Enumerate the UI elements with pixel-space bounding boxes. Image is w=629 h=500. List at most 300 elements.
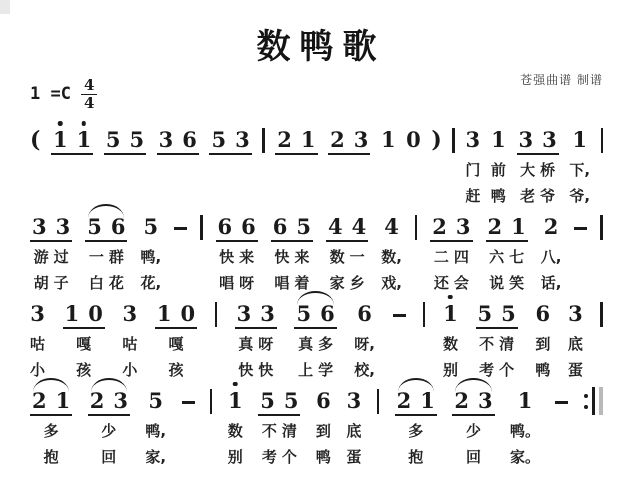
note-digit: 5 bbox=[105, 127, 121, 153]
note-area bbox=[271, 206, 313, 242]
note-area bbox=[104, 119, 146, 155]
lyric-verse2: 爷, bbox=[569, 187, 591, 206]
note-digit: 3 bbox=[260, 301, 275, 327]
note-digit: 1 bbox=[511, 214, 526, 240]
lyric-verse2: 别 bbox=[442, 361, 458, 380]
note-digit: 3 bbox=[113, 388, 128, 414]
note-area bbox=[294, 293, 336, 329]
beamed-note-group bbox=[235, 293, 277, 380]
note-group bbox=[271, 216, 313, 242]
note-group bbox=[85, 216, 127, 242]
dash-extension bbox=[182, 380, 195, 467]
beamed-note-group bbox=[275, 119, 317, 206]
beam-group bbox=[452, 390, 494, 416]
note-area bbox=[262, 119, 264, 155]
note-area bbox=[384, 206, 399, 242]
lyric-verse1: 鸭, bbox=[140, 248, 162, 267]
dash-extension bbox=[393, 293, 406, 380]
beamed-note-group bbox=[294, 293, 339, 380]
beam-group bbox=[209, 129, 251, 155]
time-signature-denominator: 4 bbox=[81, 94, 97, 112]
note-digit: 6 bbox=[357, 300, 372, 326]
note-area bbox=[601, 119, 603, 155]
barline bbox=[600, 206, 602, 293]
beamed-note-group bbox=[476, 293, 518, 380]
lyric-verse1: 快来 bbox=[219, 248, 260, 267]
beam-group bbox=[88, 390, 130, 416]
note bbox=[541, 206, 562, 293]
repeat-dots bbox=[584, 394, 588, 409]
lyric-verse1: 少 bbox=[465, 422, 481, 441]
lyric-verse2: 胡子 bbox=[33, 274, 74, 293]
note bbox=[354, 293, 375, 380]
time-signature-numerator: 4 bbox=[83, 76, 95, 95]
lyric-verse2: 唱呀 bbox=[219, 274, 260, 293]
note bbox=[510, 380, 540, 467]
note-digit: 3 bbox=[235, 127, 250, 153]
octave-dot bbox=[58, 121, 63, 126]
note-area bbox=[393, 293, 406, 329]
lyric-verse1: 真多 bbox=[298, 335, 339, 354]
beamed-note-group bbox=[155, 293, 197, 380]
note-digit: 2 bbox=[487, 214, 503, 240]
beam-group bbox=[30, 216, 72, 242]
note-digit: 1 bbox=[420, 388, 435, 414]
note-digit: 6 bbox=[320, 301, 335, 327]
beamed-note-group bbox=[157, 119, 199, 206]
note-area bbox=[30, 119, 40, 155]
lyric-verse1: 多 bbox=[408, 422, 424, 441]
key-label: 1 =C bbox=[30, 84, 71, 105]
note-digit: 4 bbox=[327, 214, 343, 240]
lyric-verse1: 少 bbox=[101, 422, 117, 441]
note-digit: 0 bbox=[88, 301, 103, 327]
note-area bbox=[174, 206, 187, 242]
note-digit: 3 bbox=[236, 301, 252, 327]
note-area bbox=[210, 380, 212, 416]
note-digit: 3 bbox=[55, 214, 71, 240]
note-area bbox=[157, 119, 199, 155]
beam-group bbox=[104, 129, 146, 155]
beam-group bbox=[85, 216, 127, 242]
barline bbox=[415, 206, 417, 293]
note-area bbox=[347, 380, 362, 416]
lyric-verse1: 嘎 bbox=[76, 335, 92, 354]
barline-stroke bbox=[215, 302, 217, 327]
note-area bbox=[30, 380, 72, 416]
lyric-verse2: 家乡 bbox=[329, 274, 370, 293]
lyric-verse2: 唱着 bbox=[274, 274, 315, 293]
lyric-verse2: 鸭 bbox=[490, 187, 506, 206]
octave-dot bbox=[82, 121, 87, 126]
note-digit: 1 bbox=[156, 301, 172, 327]
note-area bbox=[486, 206, 528, 242]
lyric-verse1: 底 bbox=[567, 335, 583, 354]
barline-stroke bbox=[415, 215, 417, 240]
barline bbox=[377, 380, 379, 467]
beam-group bbox=[63, 303, 105, 329]
note-area bbox=[215, 293, 217, 329]
note-group bbox=[258, 390, 300, 416]
note-area bbox=[430, 206, 472, 242]
note-area bbox=[209, 119, 251, 155]
lyric-verse1: 不清 bbox=[261, 422, 302, 441]
note-digit: 1 bbox=[64, 301, 80, 327]
music-system bbox=[30, 380, 603, 467]
barline bbox=[210, 380, 212, 467]
beamed-note-group bbox=[395, 380, 437, 467]
beam-group bbox=[275, 129, 317, 155]
beam-group bbox=[486, 216, 528, 242]
lyric-verse1: 数一 bbox=[329, 248, 370, 267]
note-digit: 3 bbox=[477, 388, 493, 414]
duration-dash bbox=[393, 314, 406, 318]
music-system bbox=[30, 206, 603, 293]
note bbox=[381, 206, 402, 293]
note-area bbox=[600, 206, 602, 242]
note bbox=[569, 119, 590, 206]
note-area bbox=[357, 293, 372, 329]
repeat-sign bbox=[584, 387, 603, 415]
note bbox=[443, 293, 458, 380]
note-digit: 4 bbox=[384, 213, 399, 239]
note bbox=[491, 119, 506, 206]
note-area bbox=[182, 380, 195, 416]
scan-artifact bbox=[0, 0, 10, 14]
note bbox=[30, 293, 45, 380]
repeat-dot bbox=[584, 405, 588, 409]
note-area bbox=[85, 206, 127, 242]
note-digit: 3 bbox=[346, 387, 362, 413]
lyric-verse1: 二四 bbox=[433, 248, 474, 267]
note-digit: 6 bbox=[535, 300, 551, 326]
note-digit: 1 bbox=[443, 303, 458, 329]
barline bbox=[200, 206, 202, 293]
beam-group bbox=[157, 129, 199, 155]
lyric-verse2: 老爷 bbox=[520, 187, 561, 206]
beamed-note-group bbox=[51, 119, 93, 206]
lyric-verse2: 考个 bbox=[261, 448, 302, 467]
note-area bbox=[200, 206, 202, 242]
note-area bbox=[452, 380, 494, 416]
note-group bbox=[209, 129, 251, 155]
beamed-note-group bbox=[30, 206, 72, 293]
note-area bbox=[423, 293, 425, 329]
note-digit: 2 bbox=[454, 388, 469, 414]
note-group bbox=[517, 129, 559, 155]
lyric-verse1: 鸭。 bbox=[510, 422, 541, 441]
note-digit: 1 bbox=[77, 129, 92, 150]
note-digit: 6 bbox=[316, 387, 331, 413]
beam-group bbox=[271, 216, 313, 242]
barline-stroke bbox=[262, 128, 264, 153]
note-digit: 3 bbox=[455, 214, 471, 240]
note-digit: 6 bbox=[217, 214, 233, 240]
arranger-credit: 苍强曲谱 制谱 bbox=[520, 73, 603, 88]
lyric-verse2: 鸭 bbox=[535, 361, 551, 380]
beamed-note-group bbox=[328, 119, 370, 206]
note-digit: 5 bbox=[296, 301, 312, 327]
note-digit: 1 bbox=[491, 126, 506, 152]
note-area bbox=[491, 119, 506, 155]
note-digit: 1 bbox=[572, 126, 587, 152]
note-digit: 3 bbox=[353, 127, 369, 153]
lyric-verse2: 家。 bbox=[510, 448, 541, 467]
note-digit: 5 bbox=[477, 301, 493, 327]
lyric-verse2: 回 bbox=[101, 448, 117, 467]
note-area bbox=[415, 206, 417, 242]
note-area bbox=[51, 119, 93, 155]
lyric-verse1: 大桥 bbox=[520, 161, 561, 180]
note-area bbox=[88, 380, 130, 416]
beamed-note-group bbox=[486, 206, 528, 293]
lyric-verse1: 多 bbox=[43, 422, 59, 441]
lyric-verse2: 赶 bbox=[465, 187, 481, 206]
beam-group bbox=[155, 303, 197, 329]
note-area bbox=[30, 206, 72, 242]
note-digit: 5 bbox=[87, 214, 102, 240]
note-group bbox=[275, 129, 317, 155]
lyric-verse2: 抱 bbox=[408, 448, 424, 467]
note-group bbox=[30, 390, 72, 416]
note-area bbox=[123, 293, 138, 329]
lyric-verse1: 数 bbox=[442, 335, 458, 354]
note-digit: 1 bbox=[228, 390, 243, 416]
note-area bbox=[584, 380, 603, 416]
time-signature bbox=[81, 77, 97, 111]
barline-stroke bbox=[423, 302, 425, 327]
beam-group bbox=[30, 390, 72, 416]
beam-group bbox=[51, 129, 93, 155]
beamed-note-group bbox=[271, 206, 313, 293]
lyric-verse2: 花, bbox=[140, 274, 162, 293]
note bbox=[140, 206, 161, 293]
lyric-verse2: 蛋 bbox=[346, 448, 362, 467]
note bbox=[535, 293, 550, 380]
lyric-verse1: 门 bbox=[465, 161, 481, 180]
beam-group bbox=[395, 390, 437, 416]
dash-extension bbox=[174, 206, 187, 293]
lyric-verse2: 上学 bbox=[298, 361, 339, 380]
note-area bbox=[235, 293, 277, 329]
beamed-note-group bbox=[258, 380, 300, 467]
note-digit: 6 bbox=[182, 127, 197, 153]
note-area bbox=[555, 380, 568, 416]
lyric-verse1: 游过 bbox=[33, 248, 74, 267]
note-area bbox=[518, 380, 533, 416]
lyric-verse1: 咕 bbox=[30, 335, 46, 354]
music-system bbox=[30, 119, 603, 206]
repeat-dot bbox=[584, 394, 588, 398]
dash-extension bbox=[574, 206, 587, 293]
note-group bbox=[216, 216, 258, 242]
note-digit: 3 bbox=[158, 127, 174, 153]
note-area bbox=[30, 293, 45, 329]
note-digit: 1 bbox=[55, 388, 71, 414]
beamed-note-group bbox=[326, 206, 368, 293]
note-digit: 6 bbox=[272, 214, 288, 240]
note bbox=[228, 380, 243, 467]
note-digit: 3 bbox=[568, 300, 583, 326]
note-digit: 1 bbox=[380, 126, 396, 152]
lyric-verse1: 下, bbox=[569, 161, 591, 180]
note-area bbox=[568, 293, 583, 329]
note-area bbox=[476, 293, 518, 329]
note-digit: 2 bbox=[277, 127, 292, 153]
beamed-note-group bbox=[209, 119, 251, 206]
note-digit: 1 bbox=[517, 387, 533, 413]
note-area bbox=[228, 380, 243, 416]
beamed-note-group bbox=[452, 380, 494, 467]
repeat-barline bbox=[592, 387, 595, 415]
duration-dash bbox=[574, 227, 587, 231]
beamed-note-group bbox=[216, 206, 258, 293]
song-title: 数鸭歌 bbox=[256, 27, 386, 67]
note-group bbox=[328, 129, 370, 155]
lyric-verse1: 数, bbox=[381, 248, 402, 267]
note bbox=[465, 119, 480, 206]
note-group bbox=[326, 216, 368, 242]
lyric-verse1: 六七 bbox=[489, 248, 530, 267]
duration-dash bbox=[182, 401, 195, 405]
duration-dash bbox=[174, 227, 187, 231]
barline-stroke bbox=[377, 389, 379, 414]
beamed-note-group bbox=[517, 119, 559, 206]
lyric-verse2: 说笑 bbox=[489, 274, 530, 293]
beam-group bbox=[328, 129, 370, 155]
note-digit: 1 bbox=[300, 127, 316, 153]
duration-dash bbox=[555, 401, 568, 405]
lyric-verse2: 戏, bbox=[381, 274, 402, 293]
dash-extension bbox=[555, 380, 568, 467]
note-area bbox=[536, 293, 551, 329]
note-digit: 0 bbox=[180, 301, 196, 327]
lyric-verse1: 快来 bbox=[274, 248, 315, 267]
lyric-verse2: 小 bbox=[30, 361, 46, 380]
note-area bbox=[275, 119, 317, 155]
lyric-verse2: 校, bbox=[354, 361, 375, 380]
lyric-verse2: 快快 bbox=[238, 361, 279, 380]
note-area bbox=[144, 206, 159, 242]
barline bbox=[262, 119, 264, 206]
lyric-verse2: 抱 bbox=[43, 448, 59, 467]
lyric-verse2: 小 bbox=[122, 361, 138, 380]
close-paren-glyph: ) bbox=[431, 127, 442, 154]
lyric-verse1: 前 bbox=[490, 161, 506, 180]
lyric-verse2: 孩 bbox=[168, 361, 184, 380]
note-digit: 2 bbox=[89, 388, 105, 414]
note-group bbox=[294, 303, 336, 329]
note-digit: 5 bbox=[296, 214, 311, 240]
octave-dot bbox=[448, 295, 453, 300]
note-digit: 5 bbox=[211, 127, 227, 153]
note-digit: 6 bbox=[110, 214, 126, 240]
lyric-verse2: 蛋 bbox=[567, 361, 583, 380]
note-digit: 3 bbox=[542, 127, 557, 153]
note bbox=[316, 380, 331, 467]
barline-stroke bbox=[601, 128, 603, 153]
note-area bbox=[452, 119, 454, 155]
lyric-verse1: 呀, bbox=[354, 335, 375, 354]
lyric-verse1: 到 bbox=[535, 335, 551, 354]
note-group bbox=[486, 216, 528, 242]
note-group bbox=[155, 303, 197, 329]
note-area bbox=[517, 119, 559, 155]
close-paren bbox=[431, 119, 441, 206]
barline-stroke bbox=[200, 215, 202, 240]
note-group bbox=[395, 390, 437, 416]
note-group bbox=[51, 129, 93, 155]
lyric-verse2: 话, bbox=[540, 274, 562, 293]
barline bbox=[423, 293, 425, 380]
note-group bbox=[235, 303, 277, 329]
barline bbox=[215, 293, 217, 380]
note-area bbox=[326, 206, 368, 242]
note-digit: 2 bbox=[543, 213, 559, 239]
note-group bbox=[157, 129, 199, 155]
beam-group bbox=[216, 216, 258, 242]
lyric-verse1: 嘎 bbox=[168, 335, 184, 354]
note-area bbox=[431, 119, 441, 155]
note bbox=[122, 293, 137, 380]
note-area bbox=[216, 206, 258, 242]
note-area bbox=[258, 380, 300, 416]
beamed-note-group bbox=[30, 380, 72, 467]
lyric-verse1: 八, bbox=[540, 248, 562, 267]
beam-group bbox=[326, 216, 368, 242]
barline-stroke bbox=[452, 128, 454, 153]
note-area bbox=[381, 119, 396, 155]
beam-group bbox=[476, 303, 518, 329]
beamed-note-group bbox=[85, 206, 127, 293]
note-area bbox=[377, 380, 379, 416]
lyric-verse1: 到 bbox=[315, 422, 331, 441]
note-digit: 2 bbox=[330, 127, 345, 153]
note-digit: 2 bbox=[32, 388, 47, 414]
note-group bbox=[104, 129, 146, 155]
note-digit: 3 bbox=[518, 127, 534, 153]
note-digit: 0 bbox=[406, 126, 421, 152]
note-area bbox=[316, 380, 331, 416]
note-group bbox=[63, 303, 105, 329]
lyric-verse2: 还会 bbox=[433, 274, 474, 293]
end-repeat-sign bbox=[584, 380, 603, 467]
beamed-note-group bbox=[63, 293, 105, 380]
lyric-verse1: 底 bbox=[346, 422, 362, 441]
lyric-verse2: 回 bbox=[465, 448, 481, 467]
barline bbox=[600, 293, 602, 380]
note bbox=[568, 293, 583, 380]
lyric-verse2: 鸭 bbox=[315, 448, 331, 467]
note bbox=[381, 119, 396, 206]
note-digit: 5 bbox=[148, 387, 164, 413]
note-digit: 2 bbox=[432, 214, 447, 240]
note-digit: 3 bbox=[465, 126, 481, 152]
beam-group bbox=[258, 390, 300, 416]
note-area bbox=[155, 293, 197, 329]
note-group bbox=[452, 390, 494, 416]
beam-group bbox=[294, 303, 336, 329]
note bbox=[346, 380, 361, 467]
note-area bbox=[406, 119, 421, 155]
note-digit: 1 bbox=[53, 129, 68, 150]
music-system bbox=[30, 293, 603, 380]
note-area bbox=[544, 206, 559, 242]
notation-area bbox=[30, 119, 603, 467]
note-area bbox=[63, 293, 105, 329]
note bbox=[145, 380, 166, 467]
note-area bbox=[328, 119, 370, 155]
